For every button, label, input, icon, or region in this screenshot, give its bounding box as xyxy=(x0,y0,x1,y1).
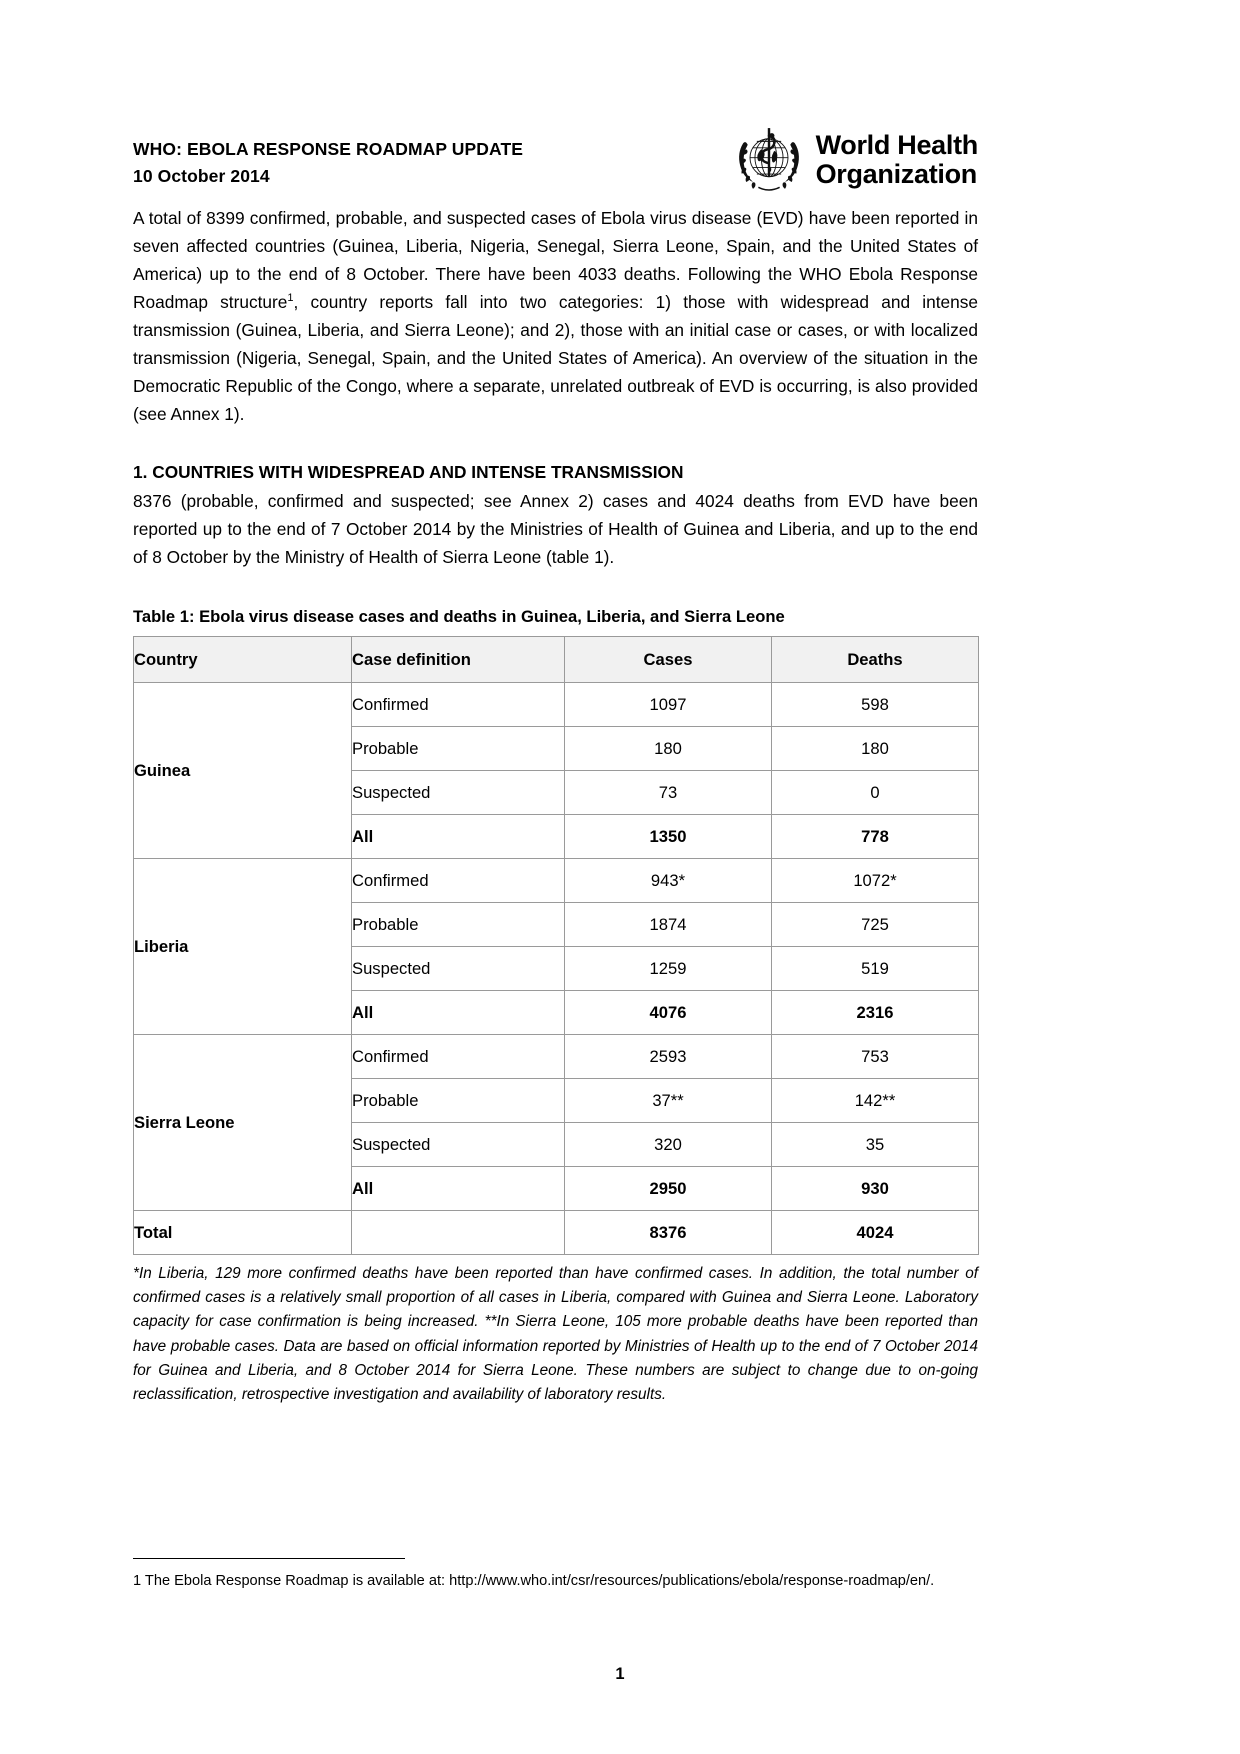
table-header-row xyxy=(134,637,979,683)
country-label-sierra-leone: Sierra Leone xyxy=(134,1035,352,1211)
footnote-marker: 1 xyxy=(287,292,294,305)
country-label-guinea: Guinea xyxy=(134,683,352,859)
cases-value: 1097 xyxy=(565,683,772,727)
deaths-value: 180 xyxy=(772,727,979,771)
footnote-divider xyxy=(133,1558,405,1559)
title-block xyxy=(133,118,523,190)
deaths-value: 35 xyxy=(772,1123,979,1167)
section-1-paragraph: 8376 (probable, confirmed and suspected; see Annex 2) cases and 4024 deaths from EVD have been reported up to the end of 7 October 2014 by the Ministries of Health of Guinea and Liberia, and up to the end of 8 October by the Ministry of Health of Sierra Leone (table 1). xyxy=(133,491,978,568)
total-cases-value: 8376 xyxy=(565,1211,772,1255)
case-definition: Suspected xyxy=(352,1123,565,1167)
page-number: 1 xyxy=(615,1665,625,1683)
table-caption: Table 1: Ebola virus disease cases and deaths in Guinea, Liberia, and Sierra Leone xyxy=(133,607,785,627)
who-logo-line2: Organization xyxy=(815,159,977,189)
column-header-deaths: Deaths xyxy=(772,637,979,683)
page-title: WHO: EBOLA RESPONSE ROADMAP UPDATE xyxy=(133,139,524,159)
table-footnote: *In Liberia, 129 more confirmed deaths have been reported than have confirmed cases. In addition, the total number of confirmed cases is a relatively small proportion of all cases in Liberia, compared with Guinea and Sierra Leone. Laboratory capacity for case confirmation is being increased. **In Sierra Leone, 105 more probable deaths have been reported than have probable cases. Data are based on official information reported by Ministries of Health up to the end of 7 October 2014 for Guinea and Liberia, and 8 October 2014 for Sierra Leone. These numbers are subject to change due to on-going reclassification, retrospective investigation and availability of laboratory results. xyxy=(133,1265,978,1403)
case-definition: Suspected xyxy=(352,771,565,815)
cases-value: 943* xyxy=(565,859,772,903)
intro-paragraph xyxy=(133,204,978,428)
table-row xyxy=(134,683,979,727)
case-definition: Confirmed xyxy=(352,1035,565,1079)
case-definition: Confirmed xyxy=(352,683,565,727)
deaths-value: 778 xyxy=(772,815,979,859)
cases-value: 2950 xyxy=(565,1167,772,1211)
table-row xyxy=(134,1035,979,1079)
deaths-value: 519 xyxy=(772,947,979,991)
who-logo-text xyxy=(816,131,978,189)
section-1-heading: 1. COUNTRIES WITH WIDESPREAD AND INTENSE TRANSMISSION xyxy=(133,462,684,483)
table-row xyxy=(134,859,979,903)
case-definition: Probable xyxy=(352,903,565,947)
document-header xyxy=(133,118,978,204)
table-row-total xyxy=(134,1211,979,1255)
total-label: Total xyxy=(134,1211,352,1255)
case-definition: All xyxy=(352,1167,565,1211)
country-label-liberia: Liberia xyxy=(134,859,352,1035)
cases-value: 1874 xyxy=(565,903,772,947)
case-definition: Suspected xyxy=(352,947,565,991)
who-logo-line1: World Health xyxy=(815,129,978,160)
total-definition xyxy=(352,1211,565,1255)
evd-cases-deaths-table xyxy=(133,636,979,1255)
deaths-value: 930 xyxy=(772,1167,979,1211)
deaths-value: 1072* xyxy=(772,859,979,903)
deaths-value: 2316 xyxy=(772,991,979,1035)
page-footnote-area xyxy=(133,1558,978,1593)
total-deaths-value: 4024 xyxy=(772,1211,979,1255)
case-definition: Confirmed xyxy=(352,859,565,903)
footnote-1-text: 1 The Ebola Response Roadmap is available at: http://www.who.int/csr/resources/publications/ebola/response-roadmap/en/. xyxy=(133,1573,935,1589)
cases-value: 1259 xyxy=(565,947,772,991)
deaths-value: 0 xyxy=(772,771,979,815)
case-definition: All xyxy=(352,991,565,1035)
who-logo xyxy=(731,118,978,198)
deaths-value: 753 xyxy=(772,1035,979,1079)
intro-part-1: A total of 8399 confirmed, probable, and suspected cases of Ebola virus disease (EVD) have been reported in seven affected countries (Guinea, Liberia, Nigeria, Senegal, Sierra Leone, Spain, and the United States of America) up to the end of 8 October. There have been 4033 deaths. Following the WHO Ebola Response Roadmap structure xyxy=(133,208,978,313)
intro-part-2: , country reports fall into two categories: 1) those with widespread and intense transmission (Guinea, Liberia, and Sierra Leone); and 2), those with an initial case or cases, or with localized transmission (Nigeria, Senegal, Spain, and the United States of America). An overview of the situation in the Democratic Republic of the Congo, where a separate, unrelated outbreak of EVD is occurring, is also provided (see Annex 1). xyxy=(133,292,978,425)
cases-value: 1350 xyxy=(565,815,772,859)
who-emblem-icon xyxy=(731,122,807,198)
cases-value: 180 xyxy=(565,727,772,771)
column-header-cases: Cases xyxy=(565,637,772,683)
document-date: 10 October 2014 xyxy=(133,166,270,187)
cases-value: 4076 xyxy=(565,991,772,1035)
cases-value: 2593 xyxy=(565,1035,772,1079)
case-definition: Probable xyxy=(352,727,565,771)
document-content xyxy=(133,118,978,1407)
column-header-country: Country xyxy=(134,637,352,683)
deaths-value: 142** xyxy=(772,1079,979,1123)
case-definition: Probable xyxy=(352,1079,565,1123)
cases-value: 320 xyxy=(565,1123,772,1167)
cases-value: 37** xyxy=(565,1079,772,1123)
deaths-value: 598 xyxy=(772,683,979,727)
column-header-case-definition: Case definition xyxy=(352,637,565,683)
cases-value: 73 xyxy=(565,771,772,815)
deaths-value: 725 xyxy=(772,903,979,947)
case-definition: All xyxy=(352,815,565,859)
